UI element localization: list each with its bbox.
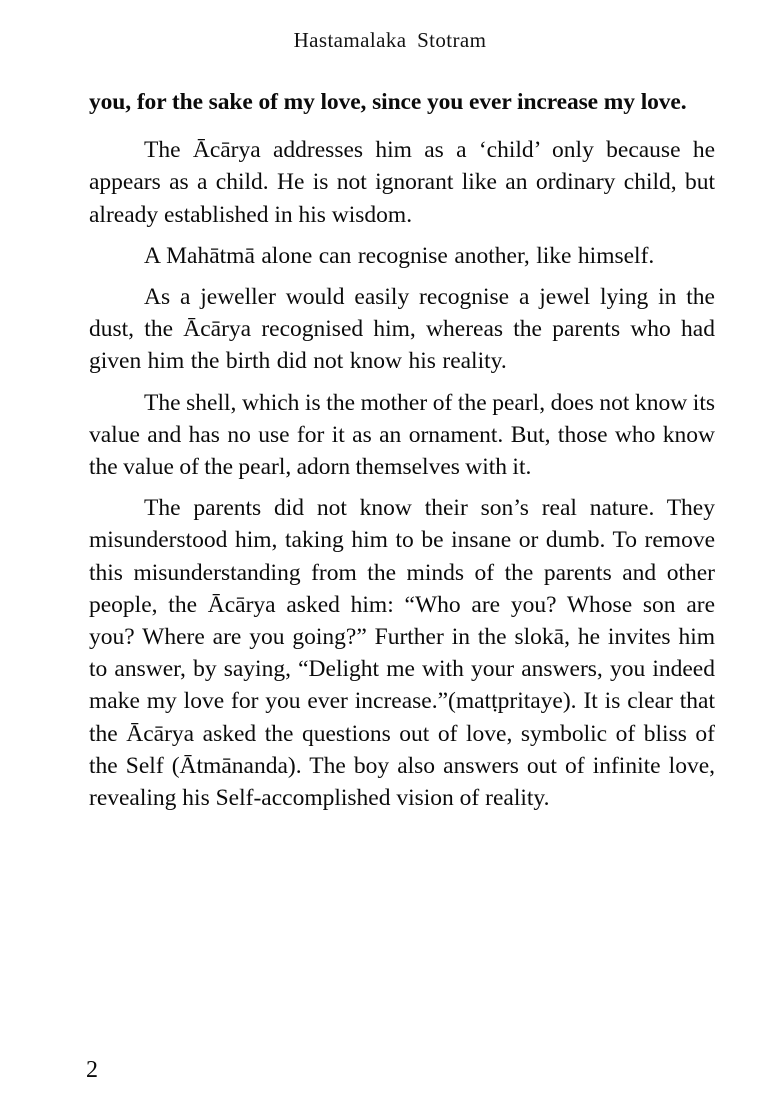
paragraph-mahatma: A Mahātmā alone can recognise another, like himself. bbox=[144, 242, 655, 269]
paragraph-jeweller: As a jeweller would easily recognise a jewel lying in the dust, the Ācārya recognised him, whereas the parents who had given him the birth did not know his reality. bbox=[89, 284, 715, 375]
page-number: 2 bbox=[86, 1057, 98, 1083]
paragraph-parents-questions: The parents did not know their son’s real nature. They misunderstood him, taking him to be insane or dumb. To remove this misunderstanding from the minds of the parents and other people, the Ācārya asked him: “Who are you? Whose son are you? Where are you going?” Further in the slokā, he invites him to answer, by saying, “Delight me with your answers, you indeed make my love for you ever increase.”(matṭpritaye). It is clear that the Ācārya asked the questions out of love, symbolic of bliss of the Self (Ātmānanda). The boy also answers out of infinite love, revealing his Self-accomplished vision of reality. bbox=[89, 495, 715, 812]
body-text-column bbox=[89, 86, 715, 814]
paragraph-continuation-bold: you, for the sake of my love, since you ever increase my love. bbox=[89, 89, 687, 115]
paragraph-shell-pearl: The shell, which is the mother of the pearl, does not know its value and has no use for it as an ornament. But, those who know the value of the pearl, adorn themselves with it. bbox=[89, 389, 715, 481]
running-head: Hastamalaka Stotram bbox=[293, 28, 487, 52]
paragraph-acarya-child: The Ācārya addresses him as a ‘child’ only because he appears as a child. He is not ignorant like an ordinary child, but already established in his wisdom. bbox=[89, 137, 715, 228]
